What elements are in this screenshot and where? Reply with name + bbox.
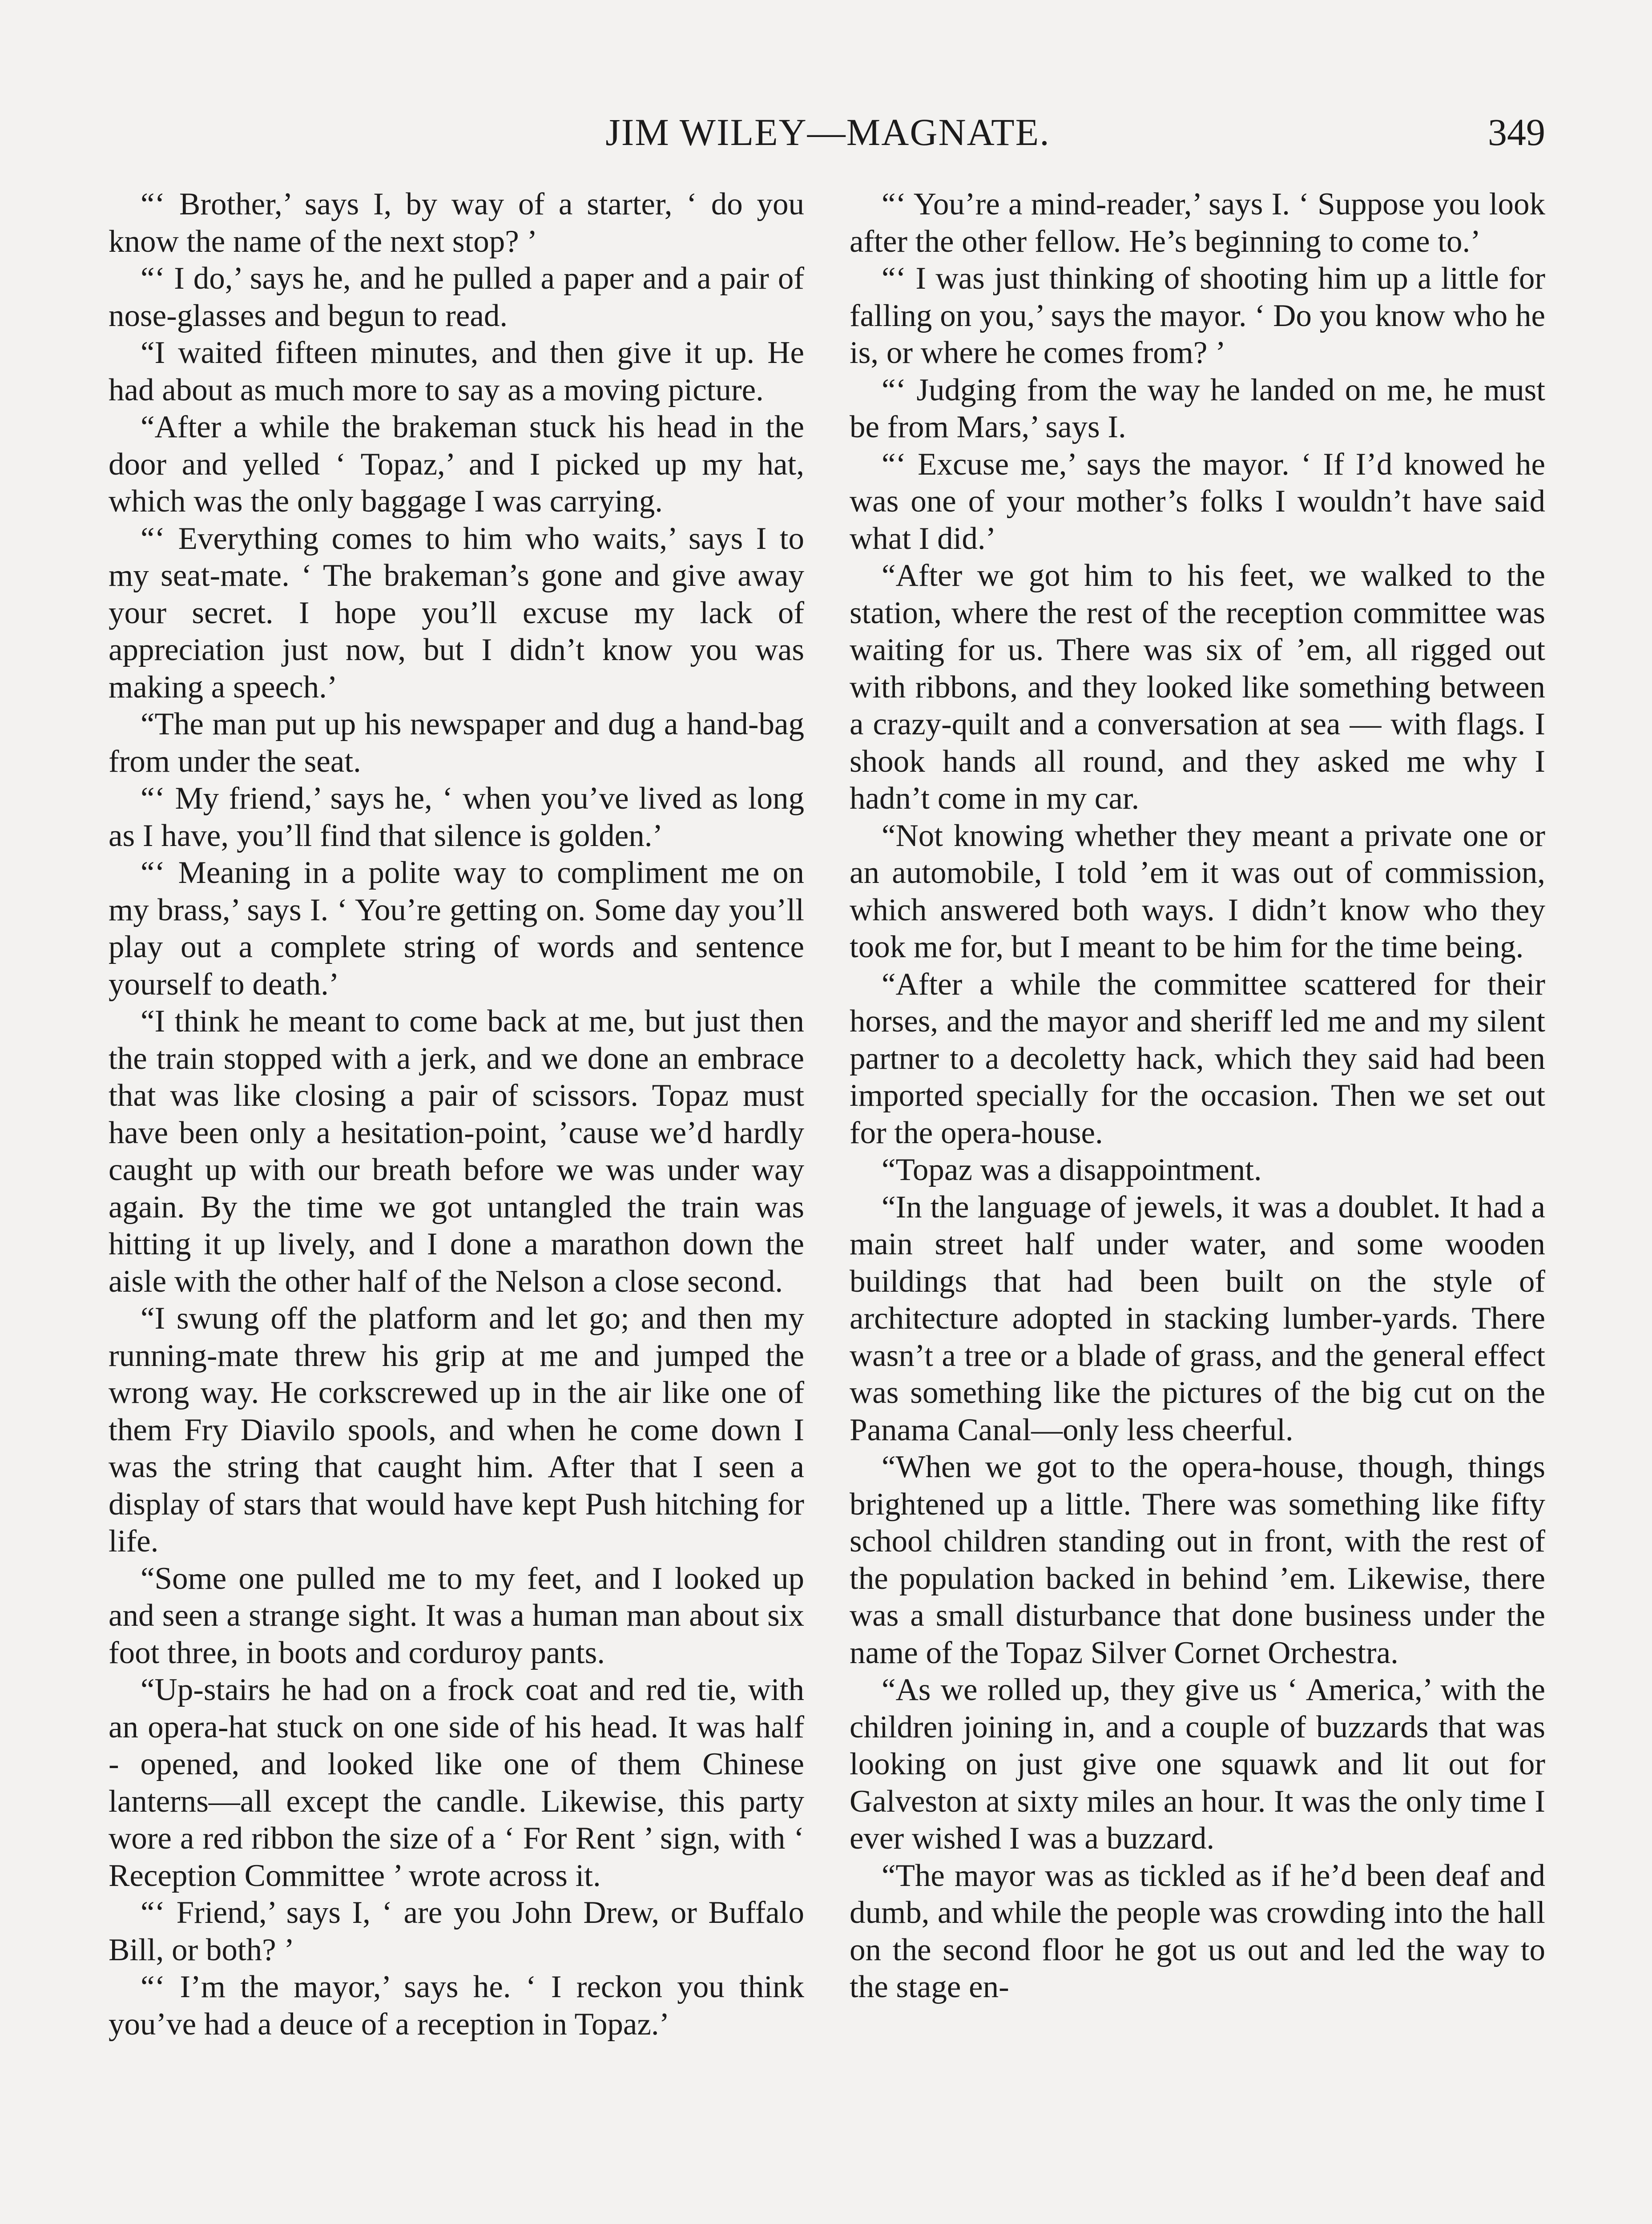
- paragraph: “‘ Brother,’ says I, by way of a starter, ‘ do you know the name of the next stop? ’: [109, 187, 804, 259]
- right-column: [850, 186, 1545, 2006]
- paragraph: “Topaz was a disappointment.: [882, 1152, 1262, 1187]
- paragraph: “‘ Everything comes to him who waits,’ says I to my seat-mate. ‘ The brakeman’s gone and give away your secret. I hope you’ll excuse my lack of appreciation just now, but I didn’t know you was making a speech.’: [109, 521, 804, 705]
- paragraph: “I think he meant to come back at me, but just then the train stopped with a jerk, and we done an embrace that was like closing a pair of scissors. Topaz must have been only a hesitation-point, ’cause we’d hardly caught up with our breath before we was under way again. By the time we got untangled the train was hitting it up lively, and I done a marathon down the aisle with the other half of the Nelson a close second.: [109, 1004, 804, 1299]
- paragraph: “Up-stairs he had on a frock coat and red tie, with an opera-hat stuck on one side of his head. It was half - opened, and looked like one of them Chinese lanterns—all except the candle. Likewise, this party wore a red ribbon the size of a ‘ For Rent ’ sign, with ‘ Reception Committee ’ wrote across it.: [109, 1672, 804, 1893]
- paragraph: “‘ Meaning in a polite way to compliment me on my brass,’ says I. ‘ You’re getting on. Some day you’ll play out a complete string of words and sentence yourself to death.’: [109, 855, 804, 1002]
- paragraph: “After a while the committee scattered for their horses, and the mayor and sheriff led me and my silent partner to a decoletty hack, which they said had been imported specially for the occasion. Then we set out for the opera-house.: [850, 967, 1545, 1150]
- paragraph: “‘ You’re a mind-reader,’ says I. ‘ Suppose you look after the other fellow. He’s beginning to come to.’: [850, 187, 1545, 259]
- page-number: 349: [1488, 111, 1545, 153]
- left-column: [109, 186, 804, 2043]
- paragraph: “I swung off the platform and let go; and then my running-mate threw his grip at me and jumped the wrong way. He corkscrewed up in the air like one of them Fry Diavilo spools, and when he come down I was the string that caught him. After that I seen a display of stars that would have kept Push hitching for life.: [109, 1301, 804, 1559]
- paragraph: “‘ I do,’ says he, and he pulled a paper and a pair of nose-glasses and begun to read.: [109, 261, 804, 333]
- paragraph: “‘ Friend,’ says I, ‘ are you John Drew, or Buffalo Bill, or both? ’: [109, 1895, 804, 1967]
- paragraph: “‘ Excuse me,’ says the mayor. ‘ If I’d knowed he was one of your mother’s folks I wouldn’t have said what I did.’: [850, 447, 1545, 556]
- paragraph: “I waited fifteen minutes, and then give it up. He had about as much more to say as a moving picture.: [109, 335, 804, 407]
- paragraph: “Not knowing whether they meant a private one or an automobile, I told ’em it was out of commission, which answered both ways. I didn’t know who they took me for, but I meant to be him for the time being.: [850, 818, 1545, 964]
- paragraph: “After we got him to his feet, we walked to the station, where the rest of the reception committee was waiting for us. There was six of ’em, all rigged out with ribbons, and they looked like something between a crazy-quilt and a conversation at sea — with flags. I shook hands all round, and they asked me why I hadn’t come in my car.: [850, 558, 1545, 816]
- running-head: [110, 103, 1545, 161]
- paragraph: “‘ I’m the mayor,’ says he. ‘ I reckon you think you’ve had a deuce of a reception in Topaz.’: [109, 1970, 804, 2042]
- paragraph: “‘ I was just thinking of shooting him up a little for falling on you,’ says the mayor. ‘ Do you know who he is, or where he comes from? ’: [850, 261, 1545, 370]
- paragraph: “Some one pulled me to my feet, and I looked up and seen a strange sight. It was a human man about six foot three, in boots and corduroy pants.: [109, 1561, 804, 1670]
- paragraph: “The man put up his newspaper and dug a hand-bag from under the seat.: [109, 707, 804, 779]
- running-title: JIM WILEY—MAGNATE.: [605, 111, 1050, 153]
- paragraph: “When we got to the opera-house, though, things brightened up a little. There was something like fifty school children standing out in front, with the rest of the population backed in behind ’em. Likewise, there was a small disturbance that done business under the name of the Topaz Silver Cornet Orchestra.: [850, 1450, 1545, 1670]
- paragraph: “The mayor was as tickled as if he’d been deaf and dumb, and while the people was crowding into the hall on the second floor he got us out and led the way to the stage en-: [850, 1858, 1545, 2004]
- paragraph: “After a while the brakeman stuck his head in the door and yelled ‘ Topaz,’ and I picked up my hat, which was the only baggage I was carrying.: [109, 410, 804, 519]
- paragraph: “‘ My friend,’ says he, ‘ when you’ve lived as long as I have, you’ll find that silence is golden.’: [109, 781, 804, 853]
- paragraph: “‘ Judging from the way he landed on me, he must be from Mars,’ says I.: [850, 372, 1545, 444]
- paragraph: “In the language of jewels, it was a doublet. It had a main street half under water, and some wooden buildings that had been built on the style of architecture adopted in stacking lumber-yards. There wasn’t a tree or a blade of grass, and the general effect was something like the pictures of the big cut on the Panama Canal—only less cheerful.: [850, 1189, 1545, 1447]
- paragraph: “As we rolled up, they give us ‘ America,’ with the children joining in, and a couple of buzzards that was looking on just give one squawk and lit out for Galveston at sixty miles an hour. It was the only time I ever wished I was a buzzard.: [850, 1672, 1545, 1856]
